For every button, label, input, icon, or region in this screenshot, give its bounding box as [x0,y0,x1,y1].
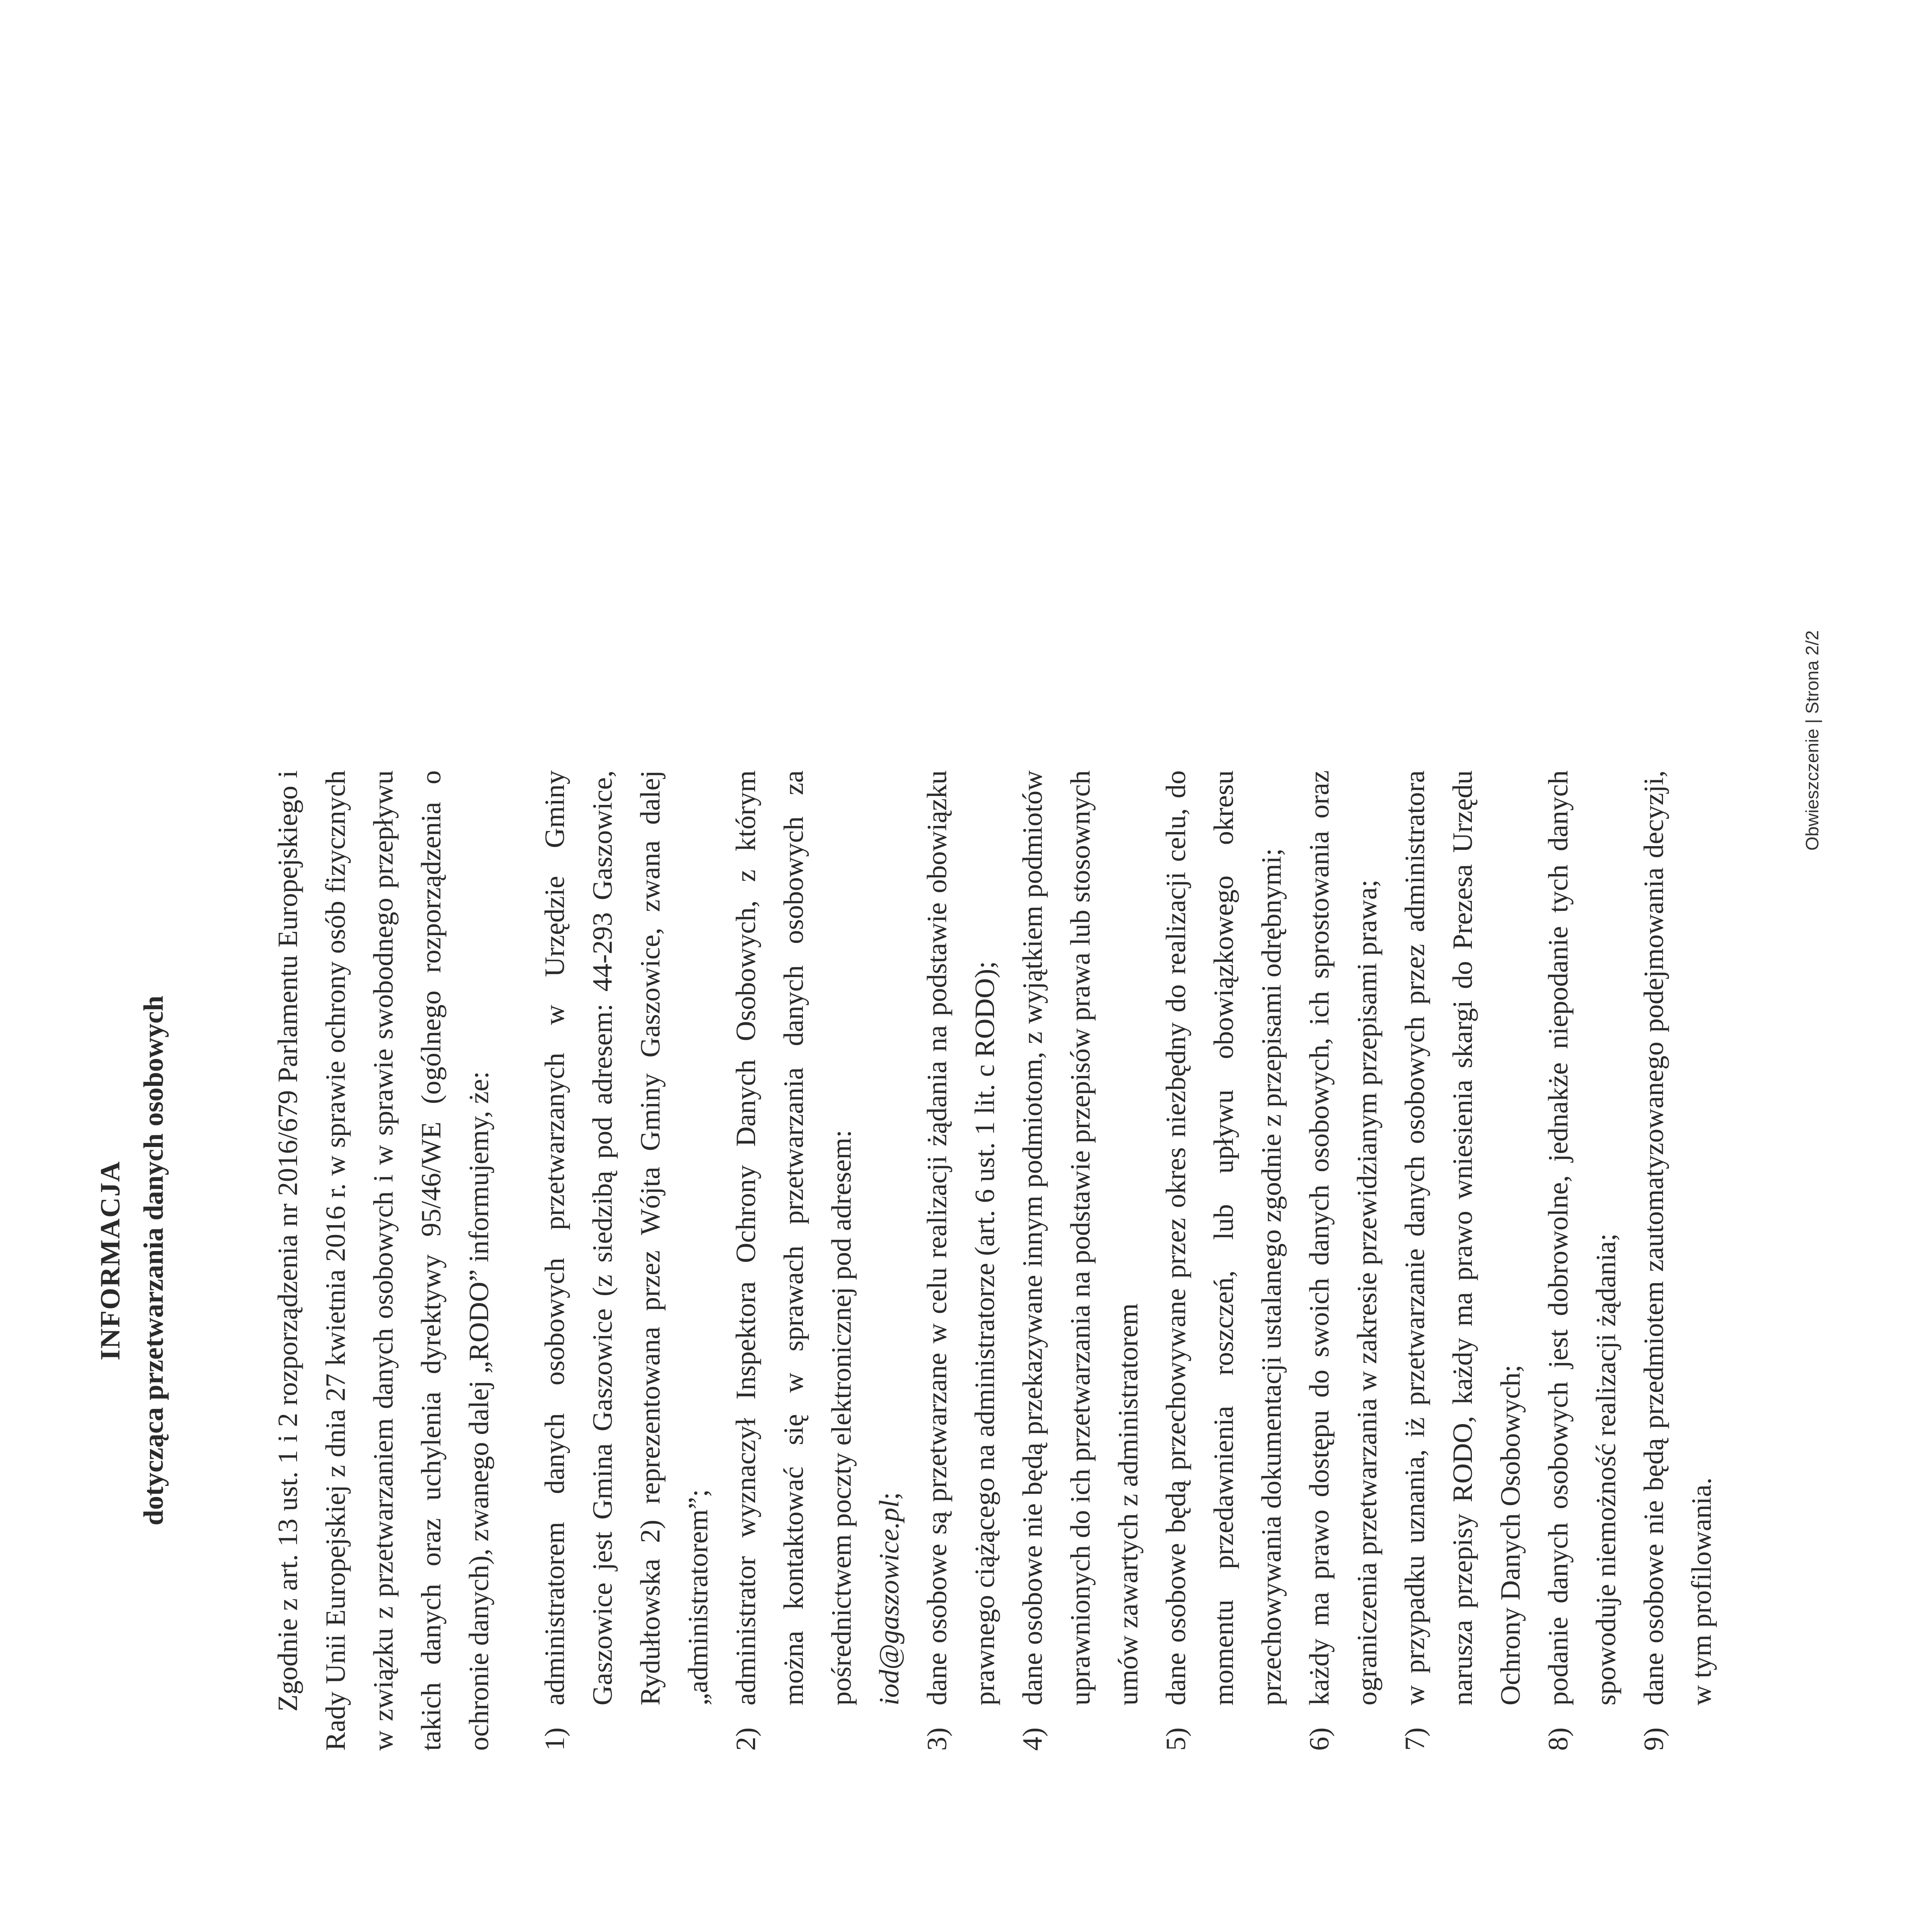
item-text: w przypadku uznania, iż przetwarzanie danych osobowych przez administratora narusza przepisy RODO, każdy ma prawo wniesienia skargi do Prezesa Urzędu Ochrony Danych Osobowych; [1399,770,1526,1705]
item-text: administratorem danych osobowych przetwarzanych w Urzędzie Gminy Gaszowice jest Gmina Gaszowice (z siedzibą pod adresem: 44-293 Gaszowice, Rydułtowska 2) reprezentowana przez Wójta Gminy Gaszowice, zwana dalej „administratorem”; [539,770,713,1705]
list-item-7 [1391,770,1534,1751]
item-number: 4) [1017,1727,1048,1751]
list-item-1 [531,770,722,1751]
list-item-4 [1008,770,1152,1751]
page-footer: Obwieszczenie | Strona 2/2 [1802,630,1822,851]
item-text: dane osobowe nie będą przedmiotem zautomatyzowanego podejmowania decyzji, w tym profilowania. [1638,770,1717,1705]
item-text: dane osobowe będą przechowywane przez okres niezbędny do realizacji celu, do momentu przedawnienia roszczeń, lub upływu obowiązkowego okresu przechowywania dokumentacji ustalanego zgodnie z przepisami odrębnymi; [1160,770,1287,1705]
item-number: 9) [1638,1727,1669,1751]
list-item-5 [1152,770,1295,1751]
list-item-2 [722,770,913,1751]
list-item-3 [913,770,1008,1751]
item-text: dane osobowe nie będą przekazywane innym podmiotom, z wyjątkiem podmiotów uprawnionych do ich przetwarzania na podstawie przepisów prawa lub stosownych umów zawartych z administratorem [1017,770,1144,1705]
item-text: każdy ma prawo dostępu do swoich danych osobowych, ich sprostowania oraz ograniczenia przetwarzania w zakresie przewidzianym przepisami prawa; [1303,770,1382,1705]
contact-email: iod@gaszowice.pl [873,1500,905,1705]
item-number: 5) [1160,1727,1191,1751]
item-suffix: ; [873,1492,905,1500]
document-subtitle: dotycząca przetwarzania danych osobowych [138,995,169,1526]
item-number: 2) [730,1727,761,1751]
item-number: 1) [539,1727,570,1751]
document-body [89,770,1725,1751]
scanned-page [0,581,1932,1932]
list-item-8 [1534,770,1630,1751]
item-text: dane osobowe są przetwarzane w celu realizacji żądania na podstawie obowiązku prawnego ciążącego na administratorze (art. 6 ust. 1 lit. c RODO); [921,770,1000,1705]
information-list [531,770,1725,1751]
item-number: 6) [1303,1727,1335,1751]
item-text: administrator wyznaczył Inspektora Ochrony Danych Osobowych, z którym można kontaktować się w sprawach przetwarzania danych osobowych za pośrednictwem poczty elektronicznej pod adresem: [730,770,857,1705]
item-text: podanie danych osobowych jest dobrowolne, jednakże niepodanie tych danych spowoduje niemożność realizacji żądania; [1542,770,1621,1705]
list-item-6 [1295,770,1391,1751]
item-number: 3) [921,1727,952,1751]
intro-paragraph: Zgodnie z art. 13 ust. 1 i 2 rozporządzenia nr 2016/679 Parlamentu Europejskiego i Rady Unii Europejskiej z dnia 27 kwietnia 2016 r. w sprawie ochrony osób fizycznych w związku z przetwarzaniem danych osobowych i w sprawie swobodnego przepływu takich danych oraz uchylenia dyrektywy 95/46/WE (ogólnego rozporządzenia o ochronie danych), zwanego dalej „RODO” informujemy, że: [272,770,494,1751]
list-item-9 [1630,770,1725,1751]
item-number: 8) [1542,1727,1574,1751]
document-title: INFORMACJA [94,1160,126,1361]
item-number: 7) [1399,1727,1430,1751]
